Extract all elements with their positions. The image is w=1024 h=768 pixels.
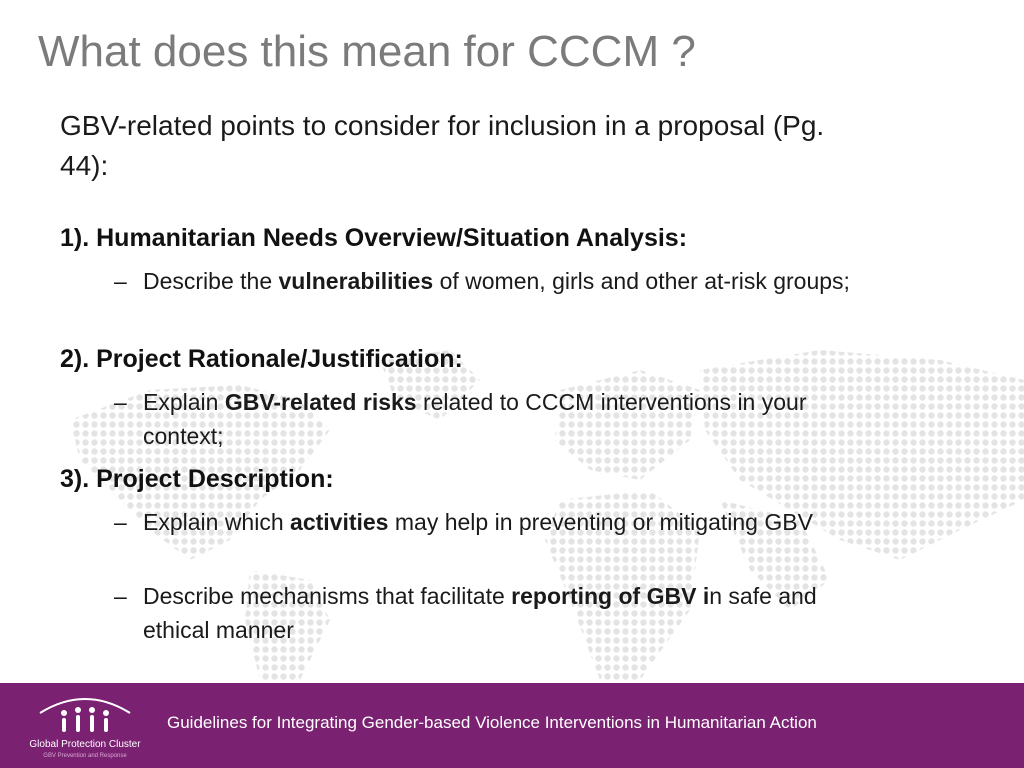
bullet-text: Describe the vulnerabilities of women, girls and other at-risk groups; <box>143 268 850 294</box>
global-protection-cluster-logo <box>22 691 148 763</box>
section-heading-2: 2). Project Rationale/Justification: <box>60 345 463 373</box>
intro-text: GBV-related points to consider for inclusion in a proposal (Pg. 44): <box>60 110 825 181</box>
logo-sublabel: GBV Prevention and Response <box>43 753 127 759</box>
dash-marker: – <box>114 268 127 294</box>
dash-marker: – <box>114 583 127 609</box>
dash-marker: – <box>114 389 127 415</box>
page-title: What does this mean for CCCM ? <box>38 27 696 76</box>
bullet-text: Explain GBV-related risks related to CCCM interventions in your context; <box>143 389 807 449</box>
list-item <box>114 385 854 453</box>
section-heading-3: 3). Project Description: <box>60 465 334 493</box>
bullet-text: Describe mechanisms that facilitate reporting of GBV in safe and ethical manner <box>143 583 817 643</box>
list-item <box>114 264 854 298</box>
logo-label: Global Protection Cluster <box>29 739 141 750</box>
bullet-text: Explain which activities may help in preventing or mitigating GBV <box>143 509 813 535</box>
list-item <box>114 505 854 539</box>
people-arc-icon <box>22 691 148 739</box>
footer-bar <box>0 683 1024 768</box>
footer-caption: Guidelines for Integrating Gender-based Violence Interventions in Humanitarian Action <box>167 713 817 732</box>
dash-marker: – <box>114 509 127 535</box>
section-heading-1: 1). Humanitarian Needs Overview/Situation Analysis: <box>60 224 688 252</box>
list-item <box>114 579 854 647</box>
